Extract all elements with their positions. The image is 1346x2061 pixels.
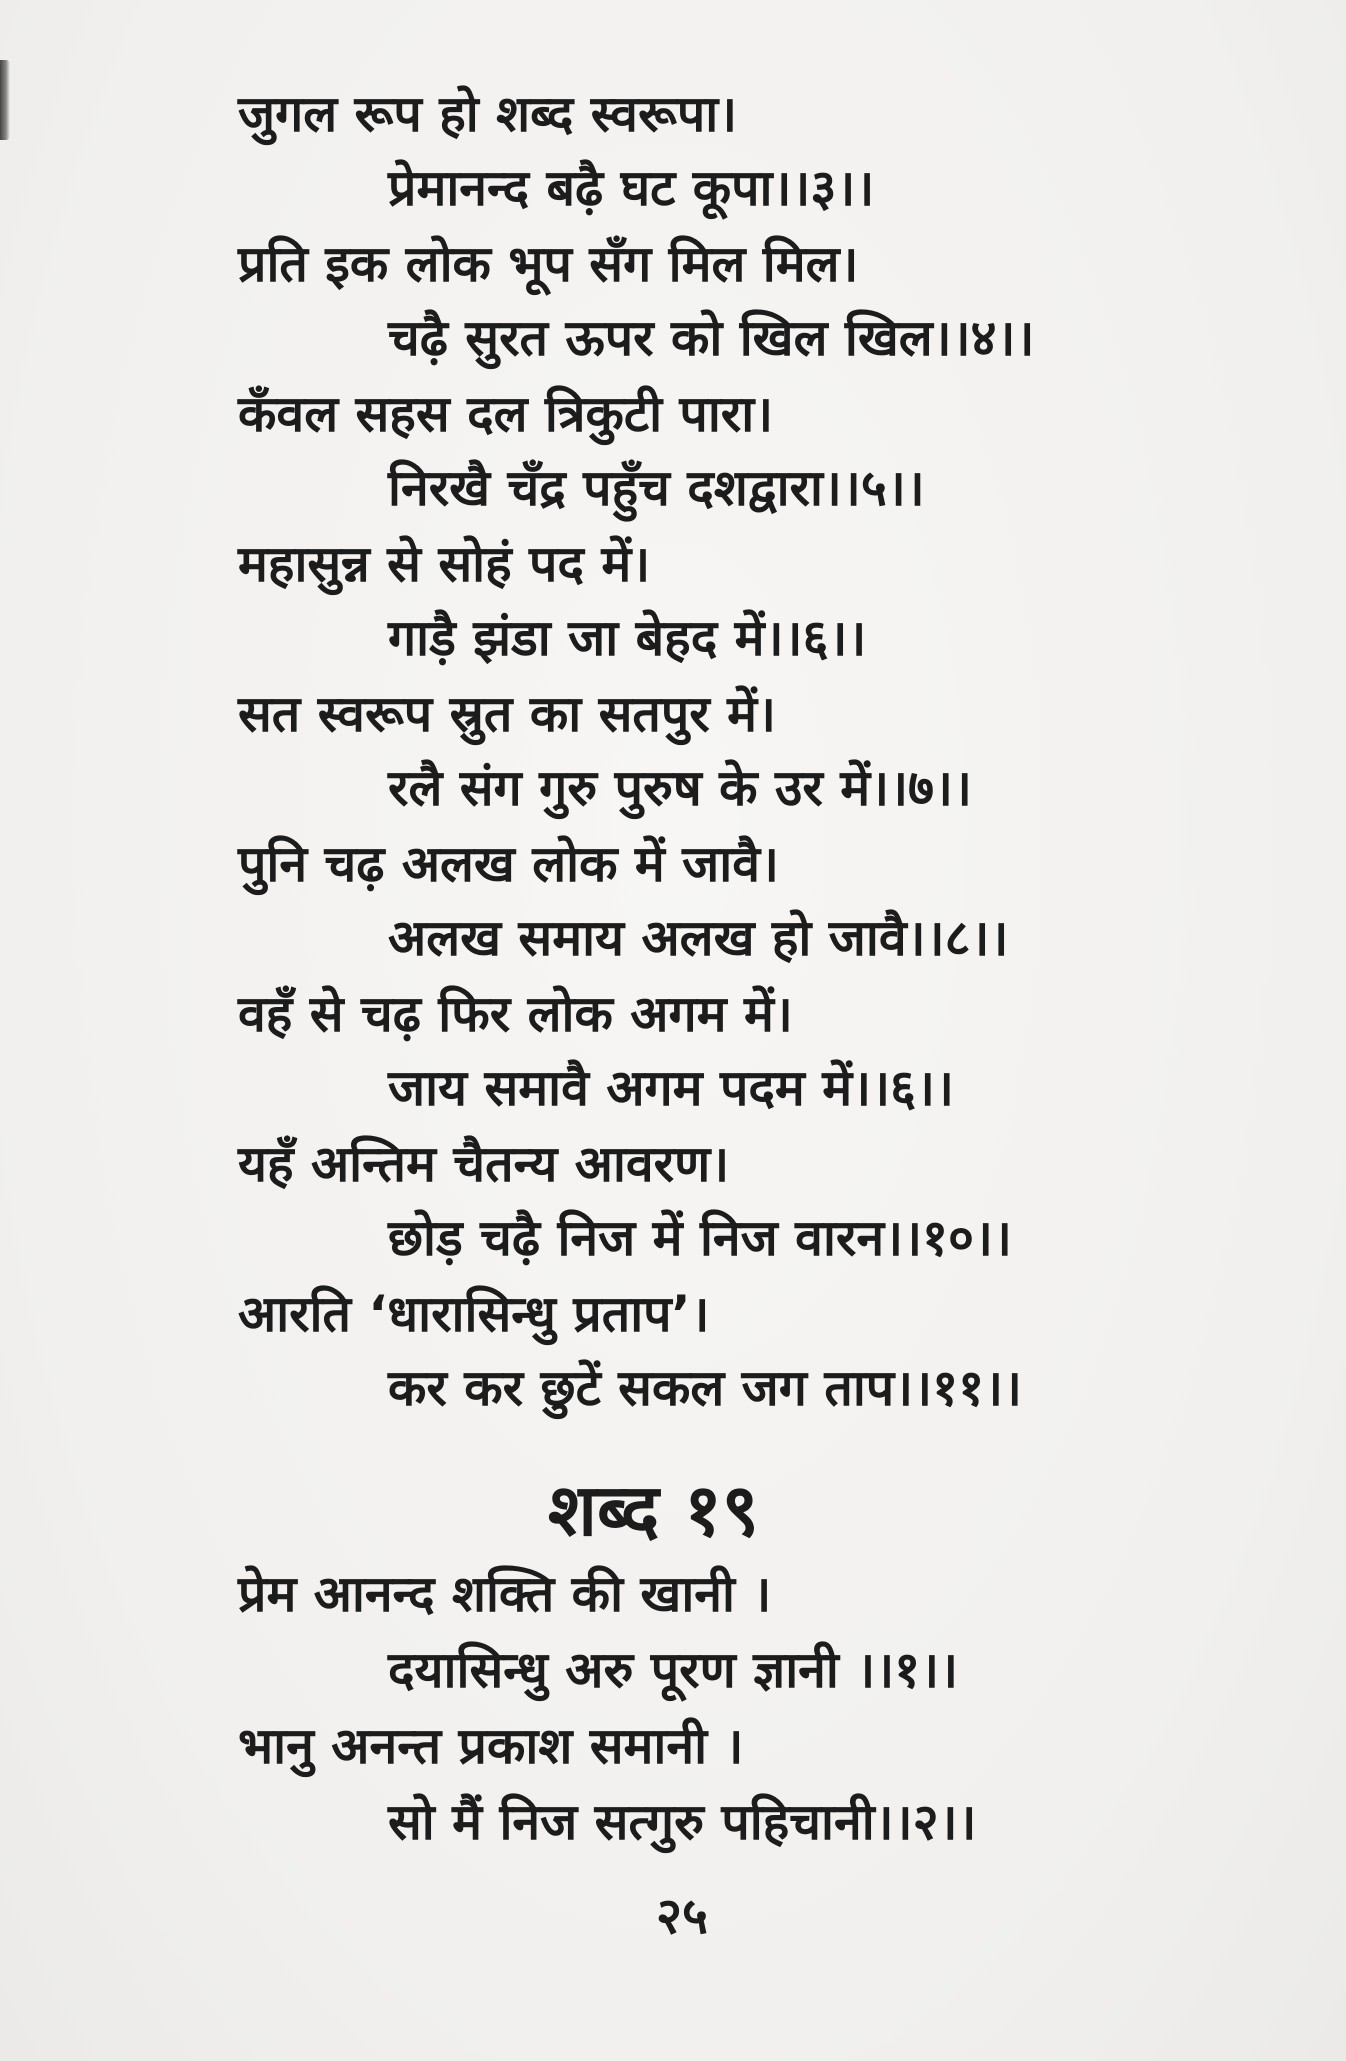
- verse-line: जुगल रूप हो शब्द स्वरूपा।: [238, 85, 738, 143]
- verse-line: छोड़ चढ़ै निज में निज वारन।।१०।।: [388, 1209, 1012, 1267]
- verse-line: पुनि चढ़ अलख लोक में जावै।: [238, 835, 779, 893]
- verse-line: दयासिन्धु अरु पूरण ज्ञानी ।।१।।: [388, 1641, 959, 1699]
- verse-line: वहँ से चढ़ फिर लोक अगम में।: [238, 985, 793, 1043]
- verse-line: यहँ अन्तिम चैतन्य आवरण।: [238, 1135, 730, 1193]
- verse-line: सत स्वरूप स्रुत का सतपुर में।: [238, 685, 776, 743]
- verse-line: प्रति इक लोक भूप सँग मिल मिल।: [238, 235, 859, 293]
- verse-line: अलख समाय अलख हो जावै।।८।।: [388, 909, 1009, 967]
- verse-line: रलै संग गुरु पुरुष के उर में।।७।।: [388, 759, 972, 817]
- verse-line: सो मैं निज सत्गुरु पहिचानी।।२।।: [388, 1793, 977, 1851]
- verse-line: निरखै चँद्र पहुँच दशद्वारा।।५।।: [388, 459, 925, 517]
- verse-line: जाय समावै अगम पदम में।।६।।: [388, 1059, 954, 1117]
- verse-line: गाड़ै झंडा जा बेहद में।।६।।: [388, 609, 867, 667]
- section-heading: शब्द १९: [548, 1468, 760, 1552]
- verse-line: चढ़ै सुरत ऊपर को खिल खिल।।४।।: [388, 309, 1035, 367]
- verse-line: कँवल सहस दल त्रिकुटी पारा।: [238, 385, 774, 443]
- verse-line: भानु अनन्त प्रकाश समानी ।: [238, 1717, 744, 1775]
- verse-line: महासुन्न से सोहं पद में।: [238, 535, 651, 593]
- verse-line: प्रेम आनन्द शक्ति की खानी ।: [238, 1565, 772, 1623]
- page-number: २५: [656, 1887, 708, 1945]
- verse-line: कर कर छुटें सकल जग ताप।।११।।: [388, 1359, 1022, 1417]
- verse-line: प्रेमानन्द बढ़ै घट कूपा।।३।।: [388, 159, 875, 217]
- page-edge-mark: [0, 60, 10, 140]
- verse-line: आरति ‘धारासिन्धु प्रताप’।: [238, 1285, 710, 1343]
